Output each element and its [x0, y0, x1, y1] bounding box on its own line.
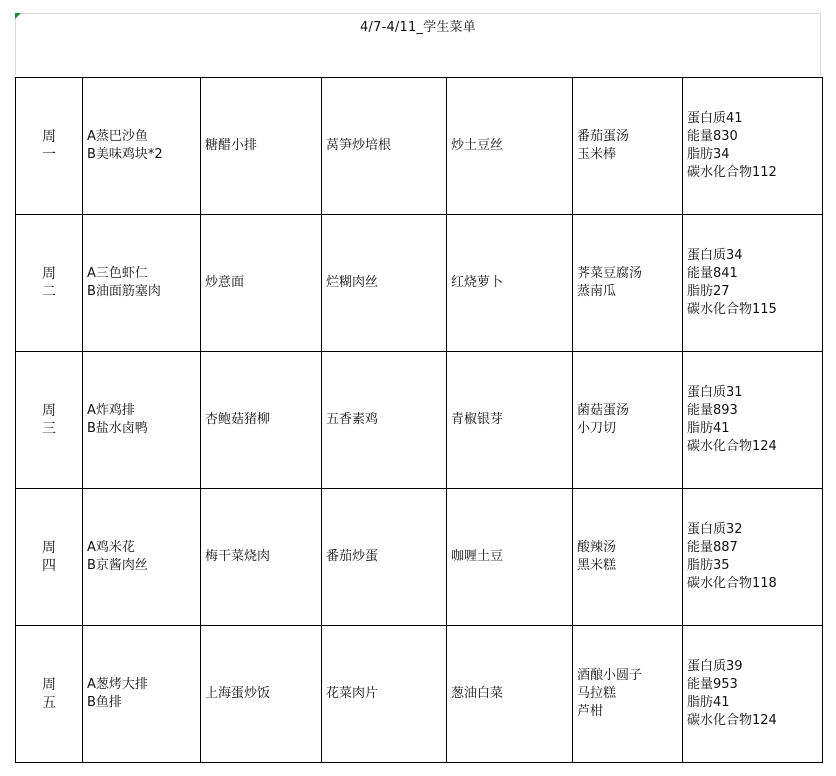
menu-table [15, 77, 823, 763]
table-row [16, 626, 823, 763]
main-dish-cell-line: A鸡米花 [87, 540, 135, 555]
nutrition-cell-line: 蛋白质41 [687, 111, 743, 126]
vegetable-cell-text: 咖喱土豆 [451, 549, 504, 564]
day-cell[interactable] [16, 626, 83, 763]
soup-snack-cell-line: 酸辣汤 [577, 540, 617, 555]
nutrition-cell-line: 蛋白质31 [687, 385, 743, 400]
third-dish-cell[interactable] [322, 352, 447, 489]
soup-snack-cell-line: 小刀切 [577, 421, 617, 436]
second-dish-cell[interactable] [201, 78, 322, 215]
day-cell-line: 四 [42, 558, 56, 574]
soup-snack-cell-line: 荠菜豆腐汤 [577, 266, 643, 281]
page-title: 4/7-4/11_学生菜单 [360, 20, 476, 35]
nutrition-cell-line: 能量841 [687, 266, 738, 281]
day-cell-line: 五 [42, 695, 56, 711]
nutrition-cell-line: 蛋白质34 [687, 248, 743, 263]
nutrition-cell-line: 碳水化合物115 [687, 302, 777, 317]
day-cell-line: 周 [42, 403, 56, 419]
third-dish-cell-text: 番茄炒蛋 [326, 549, 379, 564]
nutrition-cell-line: 能量830 [687, 129, 738, 144]
third-dish-cell-text: 烂糊肉丝 [326, 275, 379, 290]
nutrition-cell-line: 脂肪27 [687, 284, 730, 299]
vegetable-cell-text: 青椒银芽 [451, 412, 504, 427]
vegetable-cell[interactable] [447, 215, 573, 352]
third-dish-cell[interactable] [322, 78, 447, 215]
second-dish-cell[interactable] [201, 489, 322, 626]
day-cell[interactable] [16, 78, 83, 215]
third-dish-cell[interactable] [322, 489, 447, 626]
nutrition-cell-line: 能量893 [687, 403, 738, 418]
second-dish-cell[interactable] [201, 626, 322, 763]
main-dish-cell-line: A葱烤大排 [87, 677, 148, 692]
day-cell[interactable] [16, 352, 83, 489]
soup-snack-cell-line: 玉米棒 [577, 147, 617, 162]
table-row [16, 352, 823, 489]
day-cell[interactable] [16, 489, 83, 626]
main-dish-cell-line: B油面筋塞肉 [87, 284, 161, 299]
vegetable-cell[interactable] [447, 626, 573, 763]
second-dish-cell[interactable] [201, 215, 322, 352]
vegetable-cell[interactable] [447, 489, 573, 626]
main-dish-cell[interactable] [83, 352, 201, 489]
day-cell-line: 周 [42, 266, 56, 282]
soup-snack-cell-line: 黑米糕 [577, 558, 617, 573]
third-dish-cell[interactable] [322, 215, 447, 352]
vegetable-cell-text: 炒土豆丝 [451, 138, 504, 153]
main-dish-cell-line: A蒸巴沙鱼 [87, 129, 148, 144]
table-row [16, 78, 823, 215]
second-dish-cell-text: 梅干菜烧肉 [205, 549, 271, 564]
third-dish-cell[interactable] [322, 626, 447, 763]
nutrition-cell-line: 碳水化合物118 [687, 576, 777, 591]
soup-snack-cell-line: 蒸南瓜 [577, 284, 617, 299]
table-row [16, 489, 823, 626]
day-cell-line: 周 [42, 540, 56, 556]
second-dish-cell-text: 糖醋小排 [205, 138, 258, 153]
main-dish-cell-line: B鱼排 [87, 695, 122, 710]
nutrition-cell-line: 碳水化合物112 [687, 165, 777, 180]
menu-table-body [16, 78, 823, 763]
day-cell-line: 周 [42, 677, 56, 693]
nutrition-cell-line: 脂肪41 [687, 695, 730, 710]
soup-snack-cell[interactable] [573, 78, 683, 215]
nutrition-cell-line: 碳水化合物124 [687, 713, 777, 728]
soup-snack-cell[interactable] [573, 626, 683, 763]
nutrition-cell-line: 蛋白质32 [687, 522, 743, 537]
nutrition-cell-line: 能量953 [687, 677, 738, 692]
main-dish-cell[interactable] [83, 489, 201, 626]
nutrition-cell[interactable] [683, 489, 823, 626]
day-cell-line: 三 [42, 421, 56, 437]
third-dish-cell-text: 五香素鸡 [326, 412, 379, 427]
third-dish-cell-text: 莴笋炒培根 [326, 138, 392, 153]
main-dish-cell-line: A三色虾仁 [87, 266, 148, 281]
vegetable-cell-text: 葱油白菜 [451, 686, 504, 701]
main-dish-cell[interactable] [83, 78, 201, 215]
vegetable-cell-text: 红烧萝卜 [451, 275, 504, 290]
vegetable-cell[interactable] [447, 78, 573, 215]
soup-snack-cell-line: 菌菇蛋汤 [577, 403, 630, 418]
day-cell[interactable] [16, 215, 83, 352]
vegetable-cell[interactable] [447, 352, 573, 489]
nutrition-cell[interactable] [683, 215, 823, 352]
second-dish-cell-text: 炒意面 [205, 275, 245, 290]
table-row [16, 215, 823, 352]
second-dish-cell-text: 上海蛋炒饭 [205, 686, 271, 701]
day-cell-line: 二 [42, 284, 56, 300]
main-dish-cell-line: A炸鸡排 [87, 403, 135, 418]
main-dish-cell-line: B京酱肉丝 [87, 558, 148, 573]
nutrition-cell-line: 碳水化合物124 [687, 439, 777, 454]
main-dish-cell-line: B盐水卤鸭 [87, 421, 148, 436]
nutrition-cell[interactable] [683, 78, 823, 215]
soup-snack-cell-line: 芦柑 [577, 704, 604, 719]
nutrition-cell-line: 脂肪35 [687, 558, 730, 573]
day-cell-line: 一 [42, 147, 56, 163]
second-dish-cell-text: 杏鲍菇猪柳 [205, 412, 271, 427]
nutrition-cell-line: 蛋白质39 [687, 659, 743, 674]
main-dish-cell[interactable] [83, 626, 201, 763]
third-dish-cell-text: 花菜肉片 [326, 686, 379, 701]
nutrition-cell[interactable] [683, 626, 823, 763]
soup-snack-cell[interactable] [573, 352, 683, 489]
day-cell-line: 周 [42, 129, 56, 145]
soup-snack-cell-line: 马拉糕 [577, 686, 617, 701]
soup-snack-cell[interactable] [573, 489, 683, 626]
main-dish-cell-line: B美味鸡块*2 [87, 147, 163, 162]
soup-snack-cell[interactable] [573, 215, 683, 352]
nutrition-cell-line: 能量887 [687, 540, 738, 555]
nutrition-cell-line: 脂肪34 [687, 147, 730, 162]
second-dish-cell[interactable] [201, 352, 322, 489]
nutrition-cell[interactable] [683, 352, 823, 489]
main-dish-cell[interactable] [83, 215, 201, 352]
soup-snack-cell-line: 酒酿小圆子 [577, 668, 643, 683]
soup-snack-cell-line: 番茄蛋汤 [577, 129, 630, 144]
nutrition-cell-line: 脂肪41 [687, 421, 730, 436]
